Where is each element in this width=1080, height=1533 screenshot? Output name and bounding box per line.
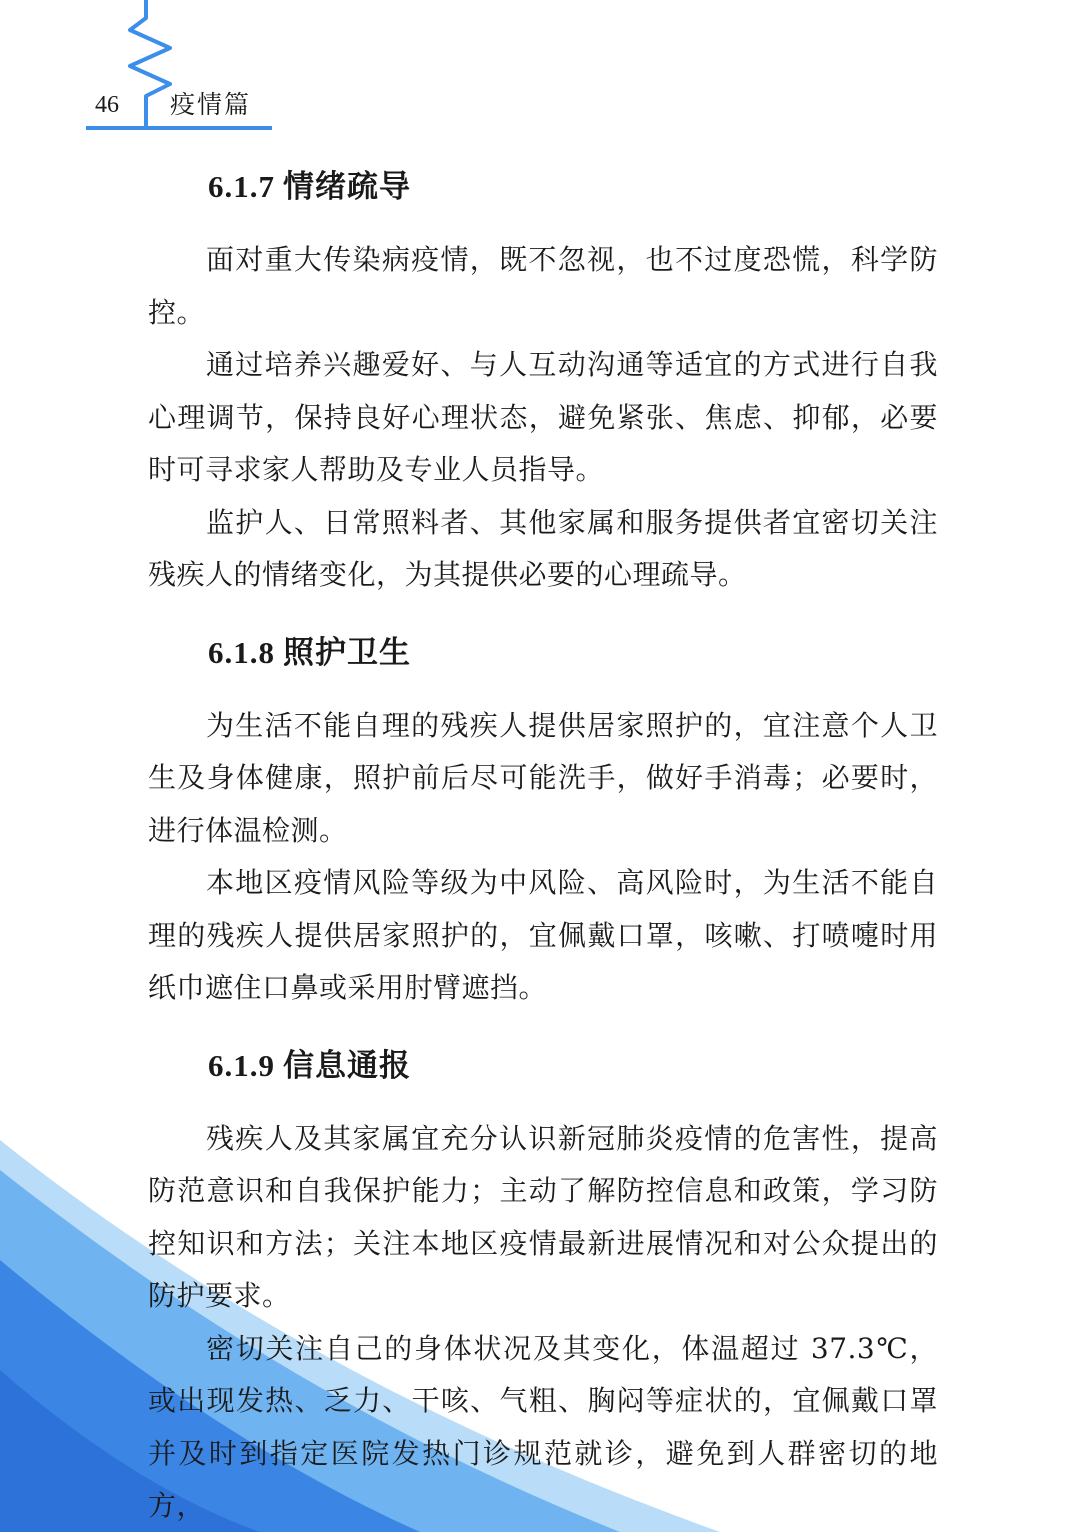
- chapter-title: 疫情篇: [170, 90, 252, 119]
- paragraph: 密切关注自己的身体状况及其变化，体温超过 37.3℃，或出现发热、乏力、干咳、气粗、胸闷等症状的，宜佩戴口罩并及时到指定医院发热门诊规范就诊，避免到人群密切的地方，: [148, 1331, 938, 1522]
- section-number: 6.1.7: [208, 169, 275, 204]
- paragraph: 本地区疫情风险等级为中风险、高风险时，为生活不能自理的残疾人提供居家照护的，宜佩戴口罩，咳嗽、打喷嚏时用纸巾遮住口鼻或采用肘臂遮挡。: [148, 866, 938, 1004]
- paragraph: 监护人、日常照料者、其他家属和服务提供者宜密切关注残疾人的情绪变化，为其提供必要的心理疏导。: [148, 505, 938, 591]
- page-content: [148, 160, 938, 1533]
- section-heading-6-1-9: [148, 1041, 938, 1091]
- section-title: 情绪疏导: [283, 169, 411, 205]
- section-heading-6-1-8: [148, 628, 938, 678]
- header-line-decoration: [0, 0, 300, 140]
- section-number: 6.1.8: [208, 634, 275, 670]
- section-title: 信息通报: [283, 1047, 411, 1084]
- paragraph: 通过培养兴趣爱好、与人互动沟通等适宜的方式进行自我心理调节，保持良好心理状态，避免紧张、焦虑、抑郁，必要时可寻求家人帮助及专业人员指导。: [148, 348, 938, 486]
- paragraph: 面对重大传染病疫情，既不忽视，也不过度恐慌，科学防控。: [148, 243, 938, 329]
- paragraph: 残疾人及其家属宜充分认识新冠肺炎疫情的危害性，提高防范意识和自我保护能力；主动了解防控信息和政策，学习防控知识和方法；关注本地区疫情最新进展情况和对公众提出的防护要求。: [148, 1121, 938, 1312]
- paragraph: 为生活不能自理的残疾人提供居家照护的，宜注意个人卫生及身体健康，照护前后尽可能洗手，做好手消毒；必要时，进行体温检测。: [148, 708, 938, 847]
- page-number: 46: [95, 92, 119, 118]
- section-number: 6.1.9: [208, 1047, 275, 1083]
- section-heading-6-1-7: [148, 162, 938, 212]
- zigzag-line: [130, 0, 170, 128]
- section-title: 照护卫生: [283, 634, 411, 671]
